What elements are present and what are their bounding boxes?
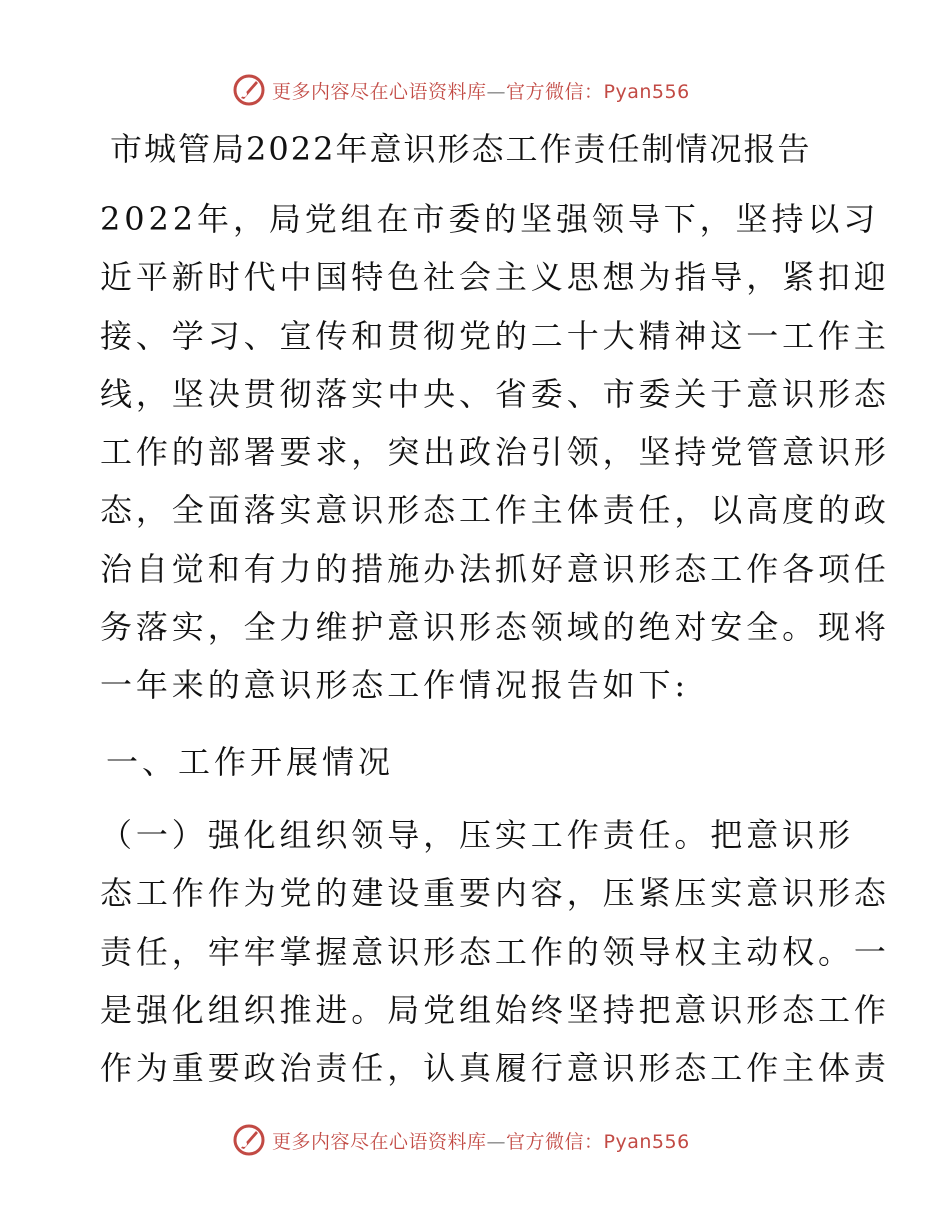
paragraph-line: 线，坚决贯彻落实中央、省委、市委关于意识形态 xyxy=(100,374,890,413)
watermark-main: 更多内容尽在心语资料库 xyxy=(272,80,487,103)
footer-watermark xyxy=(232,1122,690,1158)
watermark-separator: — xyxy=(486,1130,507,1153)
quill-logo-icon xyxy=(232,1123,266,1157)
section-paragraph xyxy=(100,806,890,1097)
section-heading: 一、工作开展情况 xyxy=(106,743,395,781)
paragraph-line: （一）强化组织领导，压实工作责任。把意识形 xyxy=(100,816,854,854)
paragraph-line: 2022年，局党组在市委的坚强领导下，坚持以习 xyxy=(100,200,880,238)
watermark-handle: Pyan556 xyxy=(603,80,690,103)
paragraph-line: 接、学习、宣传和贯彻党的二十大精神这一工作主 xyxy=(100,316,890,355)
watermark-handle: Pyan556 xyxy=(603,1130,690,1153)
quill-logo-icon xyxy=(232,73,266,107)
paragraph-line: 作为重要政治责任，认真履行意识形态工作主体责 xyxy=(100,1049,890,1088)
paragraph-line: 一年来的意识形态工作情况报告如下: xyxy=(100,666,690,705)
paragraph-line: 是强化组织推进。局党组始终坚持把意识形态工作 xyxy=(100,990,890,1029)
paragraph-line: 治自觉和有力的措施办法抓好意识形态工作各项任 xyxy=(100,549,890,588)
intro-paragraph xyxy=(100,190,890,715)
header-watermark xyxy=(232,72,690,108)
paragraph-line: 态工作作为党的建设重要内容，压紧压实意识形态 xyxy=(100,874,890,913)
watermark-label: 官方微信： xyxy=(506,80,604,103)
paragraph-line: 态，全面落实意识形态工作主体责任，以高度的政 xyxy=(100,491,890,530)
paragraph-line: 务落实，全力维护意识形态领域的绝对安全。现将 xyxy=(100,608,890,647)
watermark-label: 官方微信： xyxy=(506,1130,604,1153)
paragraph-line: 工作的部署要求，突出政治引领，坚持党管意识形 xyxy=(100,433,890,472)
watermark-separator: — xyxy=(486,80,507,103)
watermark-main: 更多内容尽在心语资料库 xyxy=(272,1130,487,1153)
document-title: 市城管局2022年意识形态工作责任制情况报告 xyxy=(110,130,812,168)
paragraph-line: 近平新时代中国特色社会主义思想为指导，紧扣迎 xyxy=(100,258,890,297)
paragraph-line: 责任，牢牢掌握意识形态工作的领导权主动权。一 xyxy=(100,932,890,971)
